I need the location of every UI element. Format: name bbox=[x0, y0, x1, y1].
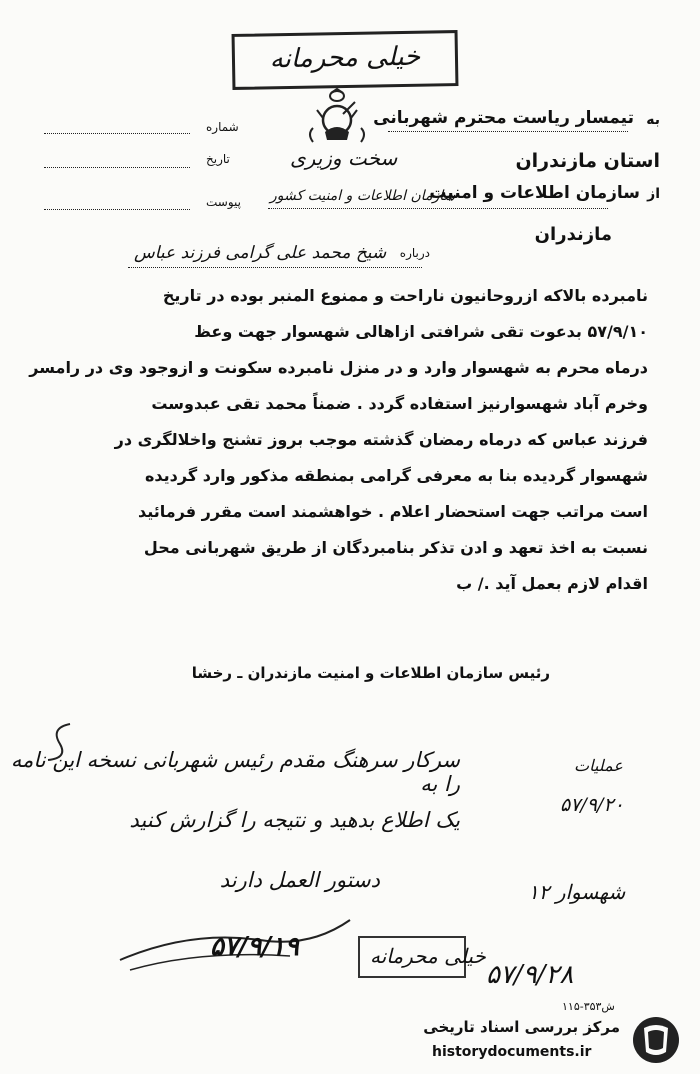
body-line-4: وخرم آباد شهسوارنیز استفاده گردد . ضمناً محمد تقی عبدوست bbox=[151, 394, 648, 413]
from-organization: سازمان اطلاعات و امنیت bbox=[429, 183, 640, 203]
archive-org-name: مرکز بررسی اسناد تاریخی bbox=[423, 1018, 620, 1036]
date-label: تاریخ bbox=[206, 152, 230, 166]
subject-text: شیخ محمد علی گرامی فرزند عباس bbox=[134, 243, 387, 263]
archive-site: historydocuments.ir bbox=[432, 1044, 592, 1060]
stamp-text-top: خیلی محرمانه bbox=[269, 41, 421, 75]
to-field-line bbox=[388, 130, 628, 132]
signature-line: رئیس سازمان اطلاعات و امنیت مازندران ـ رخشا bbox=[191, 664, 550, 682]
body-line-2: ۵۷/۹/۱۰ بدعوت تقی شرافتی ازاهالی شهسوار جهت وعظ bbox=[194, 322, 648, 341]
margin-mark-icon bbox=[40, 714, 80, 764]
attachment-label: پیوست bbox=[206, 195, 241, 209]
from-field-line bbox=[268, 207, 608, 209]
confidential-stamp-bottom bbox=[358, 936, 486, 978]
confidential-stamp-top bbox=[232, 30, 459, 90]
to-recipient: تیمسار ریاست محترم شهربانی bbox=[373, 108, 634, 128]
number-field-line bbox=[44, 132, 190, 134]
attachment-field-line bbox=[44, 208, 190, 210]
from-prefix: از bbox=[647, 186, 660, 202]
handwritten-right-1: عملیات bbox=[574, 756, 623, 775]
handwritten-note-line-1: سرکار سرهنگ مقدم رئیس شهربانی نسخه این نامه را به bbox=[10, 748, 460, 796]
body-line-8: نسبت به اخذ تعهد و ادن تذکر بنامبردگان از طریق شهربانی محل bbox=[143, 538, 648, 557]
subject-field-line bbox=[128, 266, 422, 268]
handwritten-note-line-2: یک اطلاع بدهید و نتیجه را گزارش کنید bbox=[129, 808, 460, 832]
body-line-3: درماه محرم به شهسوار وارد و در منزل نامبرده سکونت و ازوجود وی در رامسر bbox=[29, 358, 648, 377]
subject-prefix: درباره bbox=[399, 246, 430, 260]
document-code: ۱۱۵-۳۵۳ش bbox=[562, 1000, 615, 1013]
handwritten-right-4: ۵۷/۹/۲۸ bbox=[486, 960, 574, 990]
archive-logo-icon bbox=[628, 1014, 684, 1066]
body-line-9: اقدام لازم بعمل آید ./ ب bbox=[456, 574, 648, 593]
from-handwritten: سازمان اطلاعات و امنیت کشور bbox=[270, 188, 456, 204]
to-prefix: به bbox=[646, 112, 660, 128]
handwritten-right-3: شهسوار ۱۲ bbox=[528, 880, 626, 904]
stamp-date-bottom: ۵۷/۹/۱۹ bbox=[210, 932, 299, 962]
body-line-7: است مراتب جهت استحضار اعلام . خواهشمند است مقرر فرمائید bbox=[137, 502, 648, 521]
body-line-5: فرزند عباس که درماه رمضان گذشته موجب بروز تشنج واخلالگری در bbox=[114, 430, 648, 449]
lion-and-sun-emblem-icon bbox=[303, 88, 371, 148]
body-line-6: شهسوار گردیده بنا به معرفی گرامی بمنطقه مذکور وارد گردیده bbox=[144, 466, 648, 485]
stamp-text-bottom: خیلی محرمانه bbox=[370, 944, 486, 968]
province: استان مازندران bbox=[515, 150, 660, 172]
handwritten-right-2: ۵۷/۹/۲۰ bbox=[560, 794, 624, 816]
date-field-line bbox=[44, 166, 190, 168]
handwritten-note-line-3: دستور العمل دارند bbox=[219, 868, 380, 892]
number-label: شماره bbox=[206, 120, 239, 134]
handwritten-classification: سخت وزیری bbox=[290, 146, 398, 170]
region: مازندران bbox=[534, 224, 612, 245]
body-line-1: نامبرده بالاکه ازروحانیون ناراحت و ممنوع المنبر بوده در تاریخ bbox=[162, 286, 648, 305]
